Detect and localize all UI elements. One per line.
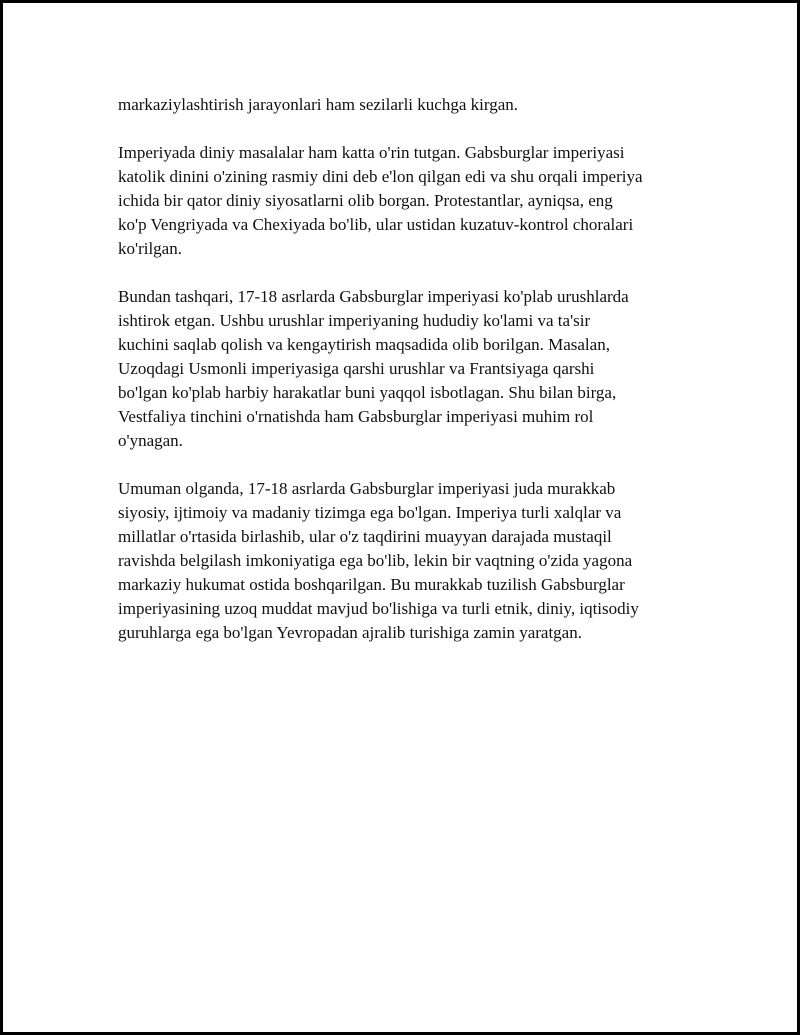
text-line: Bundan tashqari, 17-18 asrlarda Gabsburglar imperiyasi ko'plab urushlarda — [118, 287, 629, 306]
text-line: bo'lgan ko'plab harbiy harakatlar buni yaqqol isbotlagan. Shu bilan birga, — [118, 383, 617, 402]
text-line: guruhlarga ega bo'lgan Yevropadan ajralib turishiga zamin yaratgan. — [118, 623, 582, 642]
text-line: markaziy hukumat ostida boshqarilgan. Bu murakkab tuzilish Gabsburglar — [118, 575, 625, 594]
text-line: siyosiy, ijtimoiy va madaniy tizimga ega bo'lgan. Imperiya turli xalqlar va — [118, 503, 622, 522]
text-line: o'ynagan. — [118, 431, 183, 450]
document-body — [118, 93, 758, 669]
paragraph — [118, 93, 758, 117]
paragraph — [118, 477, 758, 645]
text-line: Vestfaliya tinchini o'rnatishda ham Gabsburglar imperiyasi muhim rol — [118, 407, 594, 426]
paragraph — [118, 285, 758, 453]
text-line: millatlar o'rtasida birlashib, ular o'z taqdirini muayyan darajada mustaqil — [118, 527, 612, 546]
text-line: ichida bir qator diniy siyosatlarni olib borgan. Protestantlar, ayniqsa, eng — [118, 191, 613, 210]
paragraph — [118, 141, 758, 261]
text-line: Uzoqdagi Usmonli imperiyasiga qarshi urushlar va Frantsiyaga qarshi — [118, 359, 595, 378]
text-line: kuchini saqlab qolish va kengaytirish maqsadida olib borilgan. Masalan, — [118, 335, 610, 354]
text-line: ko'rilgan. — [118, 239, 182, 258]
text-line: Imperiyada diniy masalalar ham katta o'rin tutgan. Gabsburglar imperiyasi — [118, 143, 625, 162]
text-line: katolik dinini o'zining rasmiy dini deb e'lon qilgan edi va shu orqali imperiya — [118, 167, 643, 186]
text-line: markaziylashtirish jarayonlari ham sezilarli kuchga kirgan. — [118, 95, 518, 114]
text-line: imperiyasining uzoq muddat mavjud bo'lishiga va turli etnik, diniy, iqtisodiy — [118, 599, 639, 618]
text-line: ravishda belgilash imkoniyatiga ega bo'lib, lekin bir vaqtning o'zida yagona — [118, 551, 633, 570]
text-line: ko'p Vengriyada va Chexiyada bo'lib, ular ustidan kuzatuv-kontrol choralari — [118, 215, 634, 234]
text-line: ishtirok etgan. Ushbu urushlar imperiyaning hududiy ko'lami va ta'sir — [118, 311, 591, 330]
text-line: Umuman olganda, 17-18 asrlarda Gabsburglar imperiyasi juda murakkab — [118, 479, 616, 498]
